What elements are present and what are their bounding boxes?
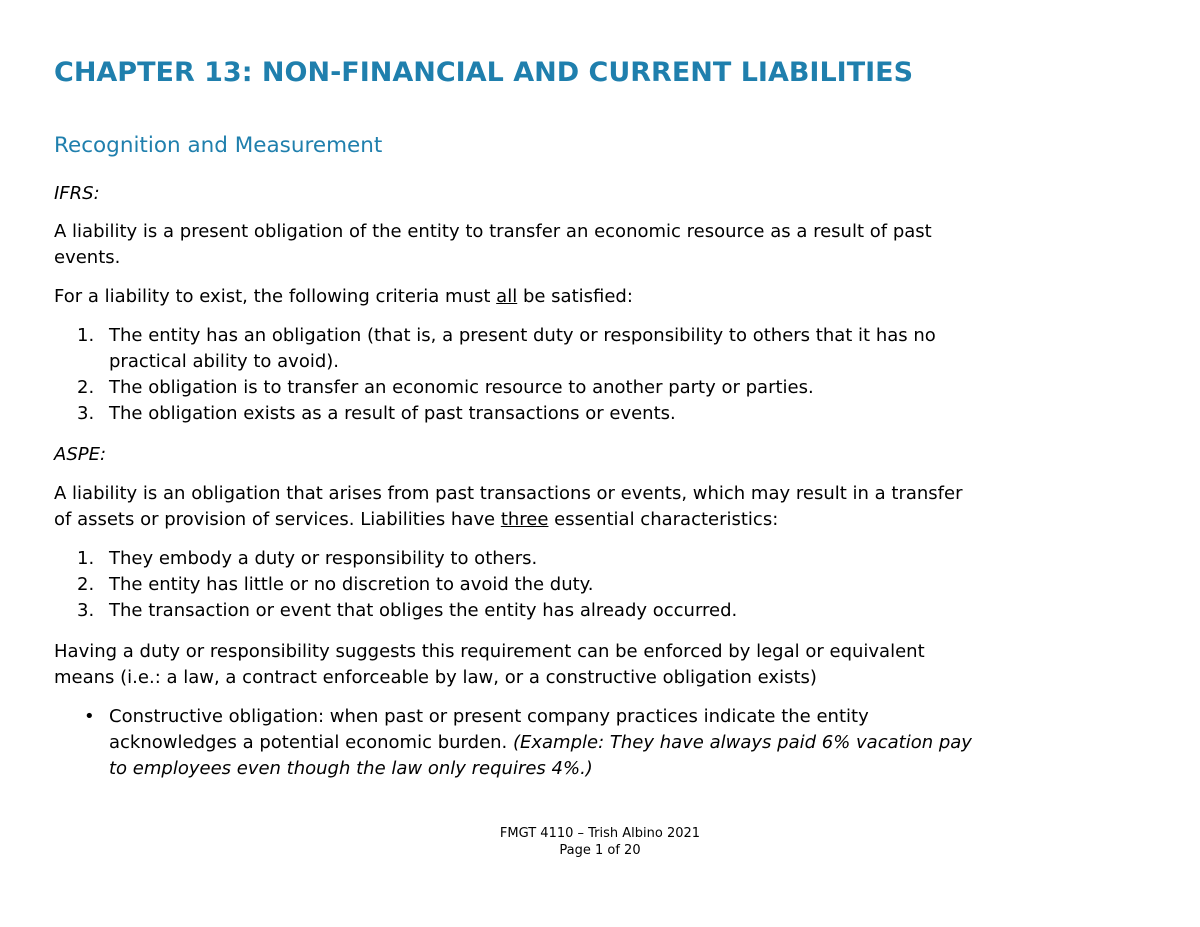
ifrs-definition [54, 219, 1154, 271]
list-item [74, 375, 1174, 401]
list-item-text-line1: The entity has an obligation (that is, a present duty or responsibility to others that it has no [109, 325, 936, 346]
list-item-number: 1. [77, 548, 95, 569]
list-item-number: 3. [77, 600, 95, 621]
aspe-label: ASPE: [54, 444, 107, 465]
aspe-definition-line2-after: essential characteristics: [548, 509, 779, 530]
enforcement-paragraph [54, 639, 1154, 691]
ifrs-criteria-intro [54, 284, 1154, 310]
aspe-definition [54, 481, 1154, 533]
section-title: Recognition and Measurement [54, 133, 383, 158]
aspe-characteristics-list [74, 546, 1174, 624]
footer-page-number: Page 1 of 20 [559, 843, 641, 858]
ifrs-criteria-intro-before: For a liability to exist, the following criteria must [54, 286, 497, 307]
list-item-number: 3. [77, 403, 95, 424]
list-item-number: 2. [77, 377, 95, 398]
list-item-number: 2. [77, 574, 95, 595]
constructive-line1: Constructive obligation: when past or present company practices indicate the entity [109, 706, 869, 727]
aspe-definition-line2-underlined: three [500, 509, 549, 530]
constructive-obligation-list [74, 704, 1174, 782]
list-item [74, 401, 1174, 427]
list-item-text-line1: The obligation exists as a result of past transactions or events. [109, 403, 676, 424]
enforcement-line2: means (i.e.: a law, a contract enforceable by law, or a constructive obligation exists) [54, 667, 817, 688]
bullet-icon: • [84, 706, 95, 727]
list-item-text-line2: practical ability to avoid). [109, 351, 340, 372]
enforcement-line1: Having a duty or responsibility suggests this requirement can be enforced by legal or equivalent [54, 641, 925, 662]
constructive-line2-example: (Example: They have always paid 6% vacation pay [512, 732, 972, 753]
ifrs-criteria-intro-after: be satisfied: [517, 286, 633, 307]
list-item-text: They embody a duty or responsibility to others. [109, 548, 538, 569]
list-item-text: The entity has little or no discretion to avoid the duty. [109, 574, 594, 595]
chapter-title: CHAPTER 13: NON-FINANCIAL AND CURRENT LIABILITIES [54, 57, 914, 88]
list-item [74, 598, 1174, 624]
ifrs-criteria-list [74, 323, 1174, 427]
constructive-line2-plain: acknowledges a potential economic burden. [109, 732, 513, 753]
list-item [74, 323, 1174, 375]
footer-course-author: FMGT 4110 – Trish Albino 2021 [499, 826, 701, 841]
ifrs-definition-line1: A liability is a present obligation of the entity to transfer an economic resource as a result of past [54, 221, 932, 242]
list-item-number: 1. [77, 325, 95, 346]
list-item-text-line1: The obligation is to transfer an economic resource to another party or parties. [109, 377, 814, 398]
list-item-text: The transaction or event that obliges the entity has already occurred. [109, 600, 738, 621]
ifrs-criteria-intro-underlined: all [496, 286, 518, 307]
list-item [74, 704, 1174, 782]
list-item [74, 546, 1174, 572]
aspe-definition-line2-before: of assets or provision of services. Liabilities have [54, 509, 501, 530]
ifrs-definition-line2: events. [54, 247, 121, 268]
ifrs-label: IFRS: [54, 183, 100, 204]
constructive-line3-example: to employees even though the law only requires 4%.) [109, 758, 593, 779]
aspe-definition-line1: A liability is an obligation that arises from past transactions or events, which may result in a transfer [54, 483, 963, 504]
list-item [74, 572, 1174, 598]
